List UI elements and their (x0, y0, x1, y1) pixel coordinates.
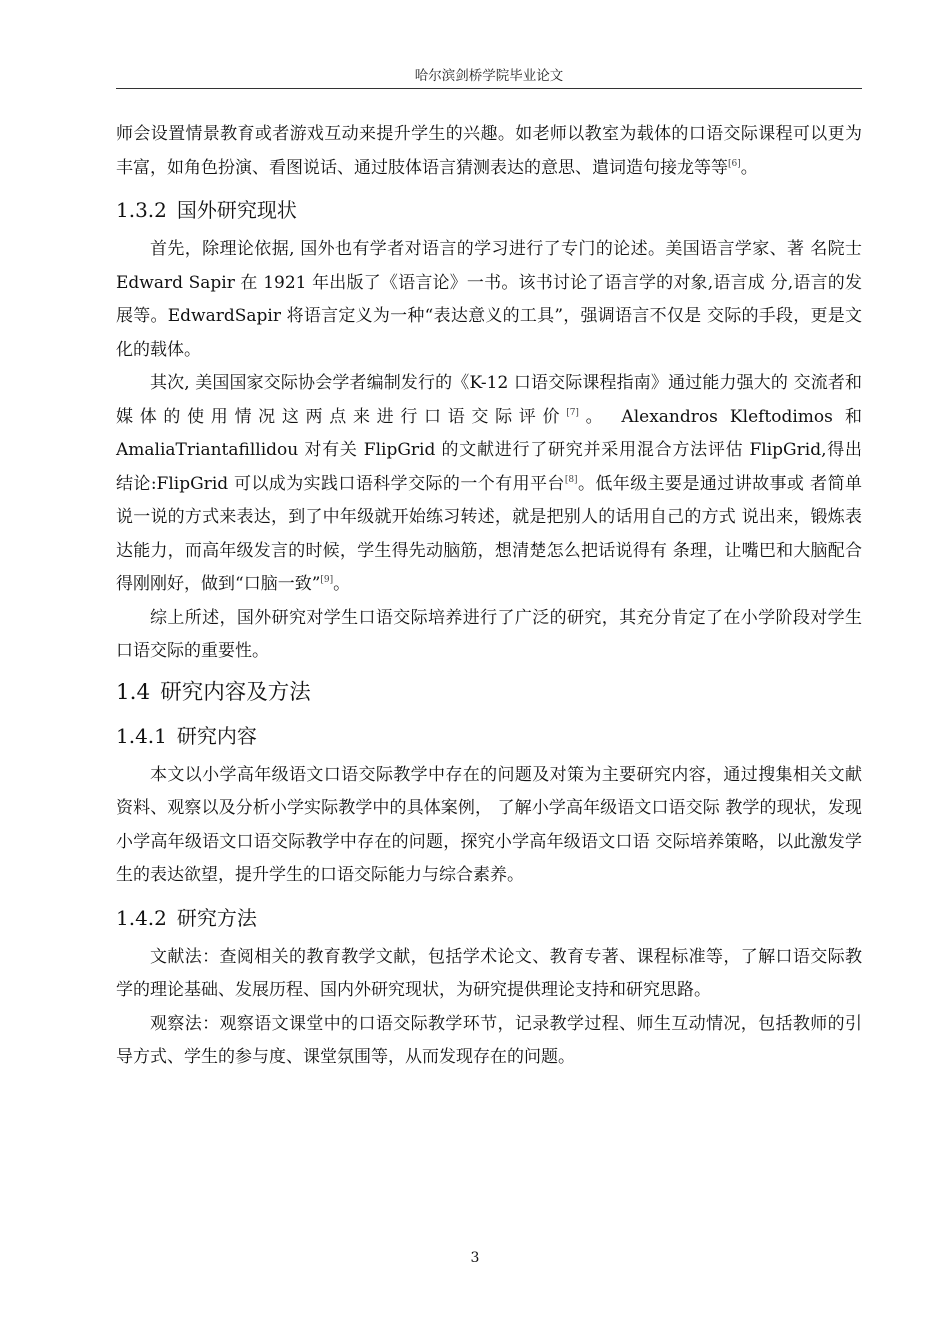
page-header: 哈尔滨剑桥学院毕业论文 (414, 68, 564, 84)
section-heading-1-4 (116, 675, 862, 711)
section-title: 研究内容 (176, 723, 257, 748)
paragraph-end: 。 (740, 157, 758, 178)
citation-7: [7] (566, 407, 579, 418)
paragraph-literature-method: 文献法：查阅相关的教育教学文献，包括学术论文、教育专著、课程标准等，了解口语交际教学的理论基础、发展历程、国内外研究现状，为研究提供理论支持和研究思路。 (116, 946, 862, 1000)
document-body (116, 118, 862, 1075)
paragraph-end: 。 (333, 574, 351, 594)
section-title: 研究内容及方法 (160, 679, 311, 705)
page-number: 3 (470, 1250, 480, 1266)
paragraph-text: 。 Alexandros Kleftodimos 和 AmaliaTriantafillidou 对有关 FlipGrid 的文献进行了研究并采用混合方法评估 FlipGrid,得出 结论:FlipGrid 可以成为实践口语科学交际的一个有用平台 (116, 406, 862, 494)
section-number: 1.4 (116, 679, 151, 705)
section-number: 1.4.2 (116, 905, 167, 930)
section-title: 研究方法 (176, 905, 257, 930)
citation-9: [9] (320, 575, 334, 585)
citation-6: [6] (728, 158, 741, 169)
section-number: 1.3.2 (116, 198, 167, 222)
citation-8: [8] (564, 474, 578, 485)
paragraph-summary: 综上所述，国外研究对学生口语交际培养进行了广泛的研究，其充分肯定了在小学阶段对学生口语交际的重要性。 (116, 607, 862, 661)
paragraph-k12 (116, 367, 862, 602)
section-heading-1-4-1 (116, 719, 862, 753)
section-heading-1-3-2 (116, 193, 862, 227)
paragraph-research-content: 本文以小学高年级语文口语交际教学中存在的问题及对策为主要研究内容，通过搜集相关文献资料、观察以及分析小学实际教学中的具体案例， 了解小学高年级语文口语交际 教学的现状，发现小学高年级语文口语交际教学中存在的问题，探究小学高年级语文口语 交际培养策略，以此激发学生的表达欲望，提升学生的口语交际能力与综合素养。 (116, 764, 862, 885)
paragraph-text: 师会设置情景教育或者游戏互动来提升学生的兴趣。如老师以教室为载体的口语交际课程可以更为丰富，如角色扮演、看图说话、通过肢体语言猜测表达的意思、遣词造句接龙等等 (116, 124, 862, 178)
paragraph-intro (116, 118, 862, 185)
paragraph-text: 。低年级主要是通过讲故事或 者简单说一说的方式来表达，到了中年级就开始练习转述，就是把别人的话用自己的方式 说出来，锻炼表达能力，而高年级发言的时候，学生得先动脑筋，想清楚怎么把话说得有 条理，让嘴巴和大脑配合得刚刚好，做到“口脑一致” (116, 473, 862, 594)
section-number: 1.4.1 (116, 723, 167, 748)
section-heading-1-4-2 (116, 901, 862, 935)
paragraph-observation-method: 观察法：观察语文课堂中的口语交际教学环节，记录教学过程、师生互动情况，包括教师的引导方式、学生的参与度、课堂氛围等，从而发现存在的问题。 (116, 1013, 862, 1067)
paragraph-text: 其次, 美国国家交际协会学者编制发行的《K-12 口语交际课程指南》通过能力强大的 交流者和媒体的使用情况这两点来进行口语交际评价 (116, 373, 862, 427)
header-divider (116, 88, 862, 89)
section-title: 国外研究现状 (176, 198, 297, 222)
paragraph-sapir: 首先，除理论依据, 国外也有学者对语言的学习进行了专门的论述。美国语言学家、著 名院士 Edward Sapir 在 1921 年出版了《语言论》一书。该书讨论了语言学的对象,语言成 分,语言的发展等。EdwardSapir 将语言定义为一种“表达意义的工具”，强调语言不仅是 交际的手段，更是文化的载体。 (116, 239, 862, 360)
